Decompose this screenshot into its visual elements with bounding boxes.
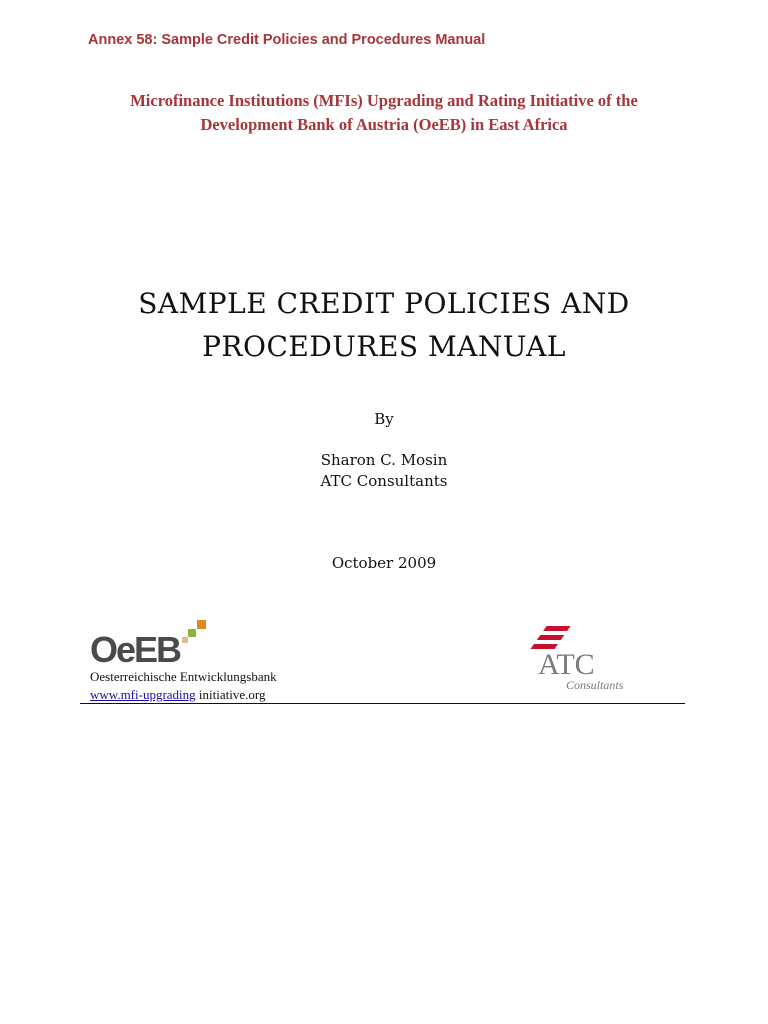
website-link[interactable]: www.mfi-upgrading bbox=[90, 687, 196, 702]
by-label: By bbox=[374, 410, 394, 428]
oeeb-logo-square-green bbox=[188, 629, 196, 637]
website-line bbox=[90, 686, 277, 704]
footer-rule bbox=[80, 703, 685, 704]
oeeb-logo-text: OeEB bbox=[90, 629, 181, 668]
oeeb-logo bbox=[90, 618, 220, 668]
oeeb-caption bbox=[90, 668, 277, 704]
atc-consultants-logo bbox=[518, 624, 648, 694]
website-suffix: initiative.org bbox=[195, 687, 266, 702]
author-name: Sharon C. Mosin bbox=[320, 451, 448, 469]
publication-date: October 2009 bbox=[331, 554, 437, 572]
atc-logo-subtext: Consultants bbox=[566, 678, 624, 692]
document-title bbox=[40, 282, 728, 368]
oeeb-logo-square-light bbox=[182, 637, 188, 643]
atc-logo-text: ATC bbox=[538, 648, 595, 681]
subtitle-line-2: Development Bank of Austria (OeEB) in East Africa bbox=[200, 115, 568, 134]
oeeb-full-name: Oesterreichische Entwicklungsbank bbox=[90, 669, 277, 684]
title-line-2: PROCEDURES MANUAL bbox=[202, 330, 566, 363]
oeeb-logo-square-orange bbox=[197, 620, 206, 629]
subtitle-line-1: Microfinance Institutions (MFIs) Upgrading and Rating Initiative of the bbox=[130, 91, 638, 110]
author-organization: ATC Consultants bbox=[320, 472, 448, 490]
atc-logo-stripes bbox=[530, 626, 570, 649]
document-subtitle bbox=[60, 89, 708, 137]
title-line-1: SAMPLE CREDIT POLICIES AND bbox=[138, 287, 630, 320]
annex-header: Annex 58: Sample Credit Policies and Procedures Manual bbox=[88, 32, 486, 48]
